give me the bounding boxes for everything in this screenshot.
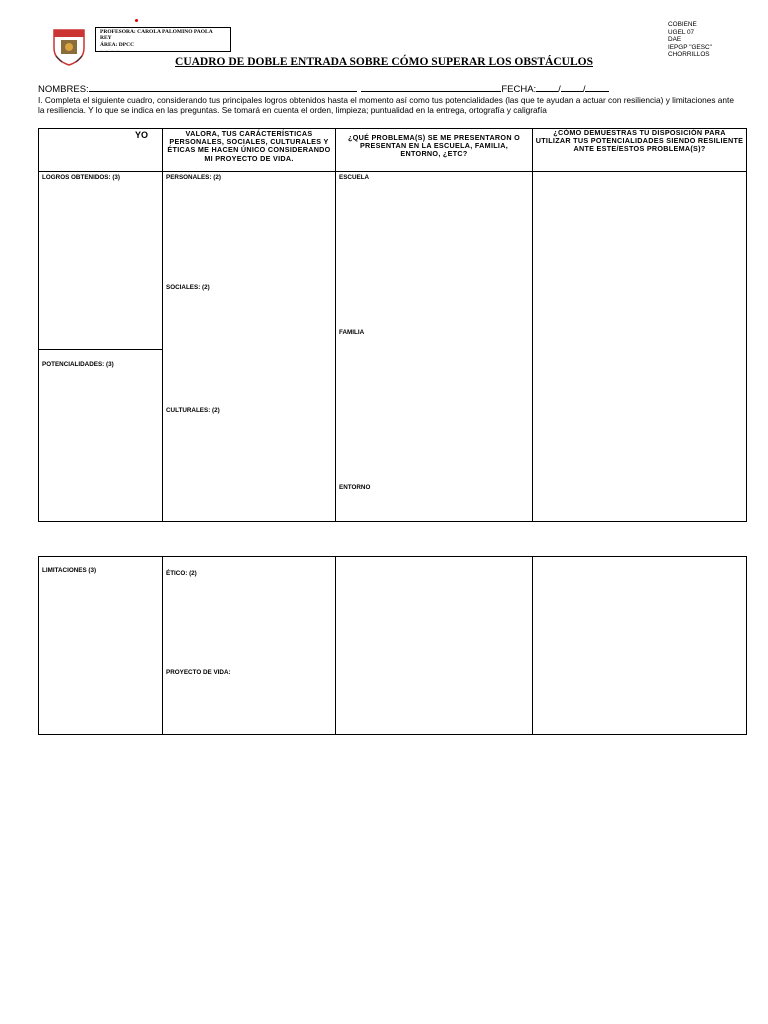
header-yo-text: YO [134, 130, 148, 140]
entorno-label: ENTORNO [339, 484, 371, 491]
etico-proyecto-cell[interactable] [163, 557, 336, 735]
title-word: ENTRADA [290, 56, 347, 68]
personales-label: PERSONALES: (2) [166, 174, 221, 181]
second-table [38, 556, 747, 735]
names-field-extra[interactable] [361, 82, 501, 92]
title-word: LOS [488, 56, 512, 68]
problemas-cell-2[interactable] [336, 557, 533, 735]
escuela-label: ESCUELA [339, 174, 370, 181]
sociales-label: SOCIALES: (2) [166, 284, 210, 291]
date-day-field[interactable] [536, 82, 558, 92]
familia-label: FAMILIA [339, 329, 365, 336]
teacher-info-box [95, 27, 231, 52]
title-word: SOBRE [349, 56, 389, 68]
limitaciones-label: LIMITACIONES (3) [42, 567, 97, 574]
area-label: ÁREA: DPCC [100, 41, 135, 48]
date-separator: / [558, 84, 561, 95]
problemas-cell[interactable] [336, 172, 533, 522]
header-yo [39, 129, 163, 172]
fine-print-line: — · — · — · — [100, 48, 120, 53]
institution-line: UGEL 07 [668, 28, 695, 36]
disposicion-cell-2[interactable] [533, 557, 747, 735]
institution-line: COBIENE [668, 21, 697, 28]
date-month-field[interactable] [561, 82, 583, 92]
name-date-line [38, 82, 609, 95]
title-word: CUADRO [175, 56, 226, 68]
header-valora [163, 129, 336, 172]
logros-label: LOGROS OBTENIDOS: (3) [42, 174, 121, 181]
caracteristicas-cell[interactable] [163, 172, 336, 522]
title-word: DOBLE [247, 56, 288, 68]
title-word: SUPERAR [431, 56, 486, 68]
proyecto-vida-label: PROYECTO DE VIDA: [166, 669, 231, 676]
names-label: NOMBRES: [38, 84, 89, 95]
header-disposicion-text: ¿CÓMO DEMUESTRAS TU DISPOSICIÓN PARA UTILIZAR TUS POTENCIALIDADES SIENDO RESILIENTE ANTE ESTE/ESTOS PROBLEMA(S)? [535, 128, 744, 154]
header-valora-text: VALORA, TUS CARÁCTERÍSTICAS PERSONALES, SOCIALES, CULTURALES Y ÉTICAS ME HACEN ÚNICO CONSIDERANDO MI PROYECTO DE VIDA. [167, 129, 331, 163]
date-separator: / [582, 84, 586, 95]
page-title [0, 56, 768, 68]
disposicion-cell[interactable] [533, 172, 747, 522]
title-word: DE [228, 56, 245, 68]
header-problemas-text: ¿QUÉ PROBLEMA(S) SE ME PRESENTARON O PRESENTAN EN LA ESCUELA, FAMILIA, ENTORNO, ¿ETC? [348, 133, 520, 159]
etico-label: ÉTICO: (2) [166, 570, 197, 577]
institution-line: CHORRILLOS [668, 51, 710, 59]
potencialidades-cell[interactable] [39, 350, 163, 522]
title-word: OBSTÁCULOS [514, 56, 593, 68]
culturales-label: CULTURALES: (2) [166, 407, 220, 414]
title-word: CÓMO [391, 56, 429, 68]
institution-line: IEPGP "GESC" [668, 43, 712, 51]
institution-line: DAE [668, 36, 682, 44]
date-year-field[interactable] [585, 82, 609, 92]
institution-block [668, 21, 712, 59]
header-problemas [336, 129, 533, 172]
names-field[interactable] [89, 82, 357, 92]
logros-cell[interactable] [39, 172, 163, 350]
teacher-name-line1: PROFESORA: CAROLA PALOMINO PAOLA [100, 29, 213, 35]
header-disposicion [533, 129, 747, 172]
date-label: FECHA: [501, 84, 537, 95]
instructions-text: I. Completa el siguiente cuadro, considerando tus principales logros obtenidos hasta el momento así como tus potencialidades (las que te ayudan a actuar con resiliencia) y limitaciones ante la resiliencia. Y lo que se indica en las preguntas. Se tomará en cuenta el orden, limpieza; puntualidad en la entrega, ortografía y caligrafía [38, 95, 734, 115]
limitaciones-cell[interactable] [39, 557, 163, 735]
teacher-name-line2: REY [100, 35, 112, 42]
red-dot-mark [135, 19, 138, 22]
main-table [38, 128, 747, 522]
potencialidades-label: POTENCIALIDADES: (3) [42, 361, 114, 368]
